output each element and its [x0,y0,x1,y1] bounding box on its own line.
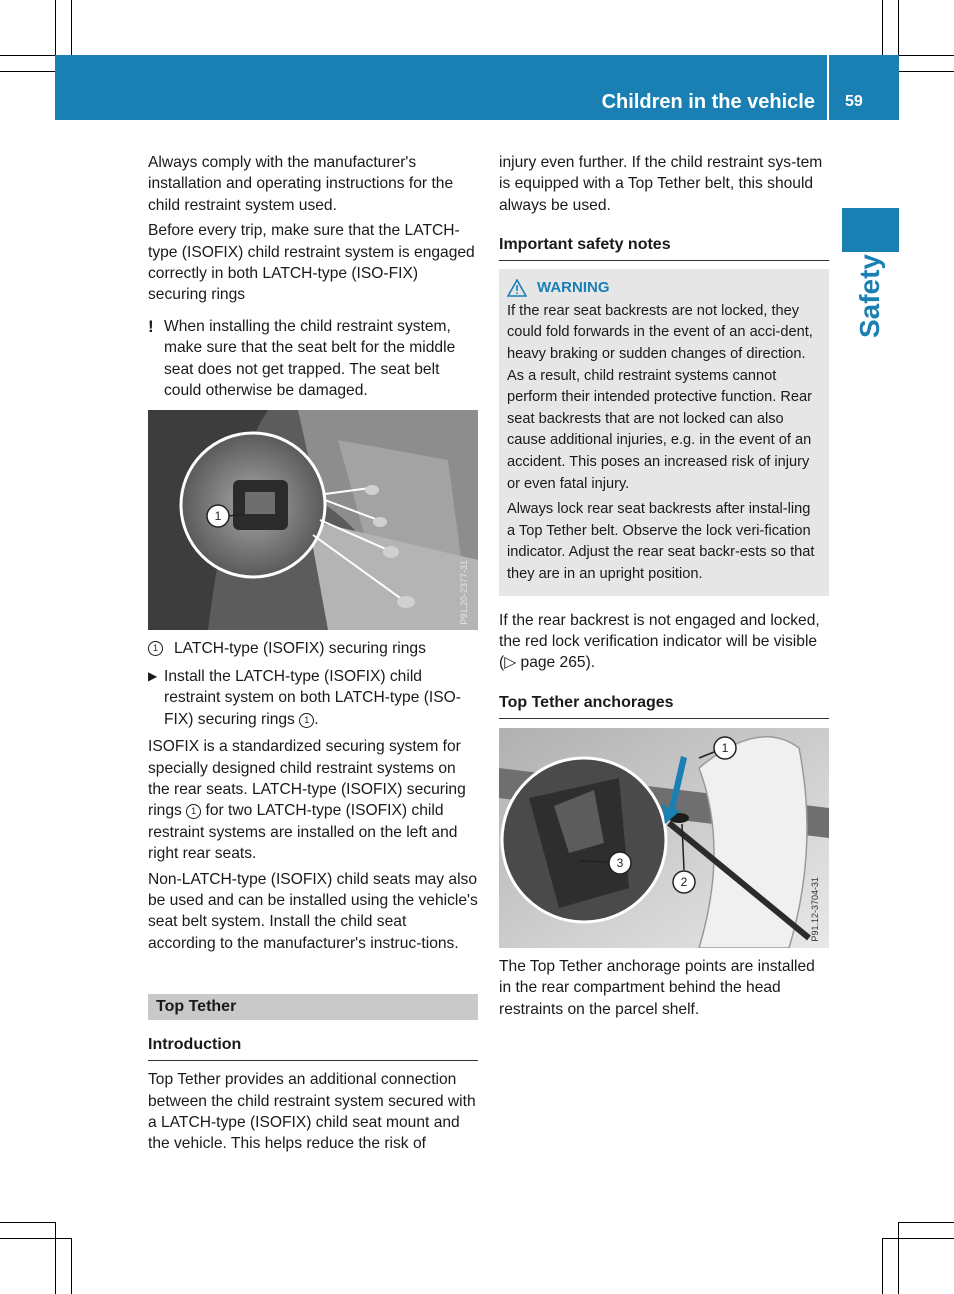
paragraph: Non-LATCH-type (ISOFIX) child seats may also be used and can be installed using the vehicle's seat belt system. Install the child seat according to the manufacturer's instruc-tions. [148,870,478,952]
callout-number: 1 [299,713,314,728]
callout-number: 1 [148,641,163,656]
top-tether-figure [499,728,829,948]
step-text-end: . [314,710,319,728]
header-divider [827,55,829,120]
subheading: Introduction [148,1034,478,1061]
note-text: When installing the child restraint system, make sure that the seat belt for the middle seat does not get trapped. The seat belt could otherwise be damaged. [164,317,456,400]
top-tether-illustration [499,728,829,948]
warning-text: If the rear seat backrests are not locked, they could fold forwards in the event of an acci-dent, heavy braking or sudden changes of direction. As a result, child restraint systems cannot perform their intended protective function. Rear seat backrests that are not locked can also cause additional injuries, e.g. in the event of an accident. This poses an increased risk of injury or even fatal injury. [507,302,813,492]
chapter-title: Children in the vehicle [601,91,815,113]
section-tab [842,208,899,252]
page-number: 59 [845,93,863,110]
crop-mark [882,1238,954,1239]
figure-code: P91.12-3704-31 [809,877,820,942]
crop-mark [882,1238,883,1294]
callout-3: 3 [616,855,624,870]
page-reference-link[interactable]: ▷ page 265 [504,654,586,672]
step-arrow-icon: ▶ [148,668,158,683]
crop-mark [55,0,56,55]
paragraph: Before every trip, make sure that the LATCH-type (ISOFIX) child restraint system is engaged correctly in both LATCH-type (ISO-FIX) securing rings [148,222,475,304]
isofix-illustration [148,410,478,630]
crop-mark [899,55,954,56]
crop-mark [898,1222,954,1223]
paragraph: Top Tether provides an additional connection between the child restraint system secured with a LATCH-type (ISOFIX) child seat mount and the vehicle. This helps reduce the risk of [148,1071,476,1153]
crop-mark [899,71,954,72]
figure-code: P91.20-2377-31 [458,559,469,625]
crop-mark [55,1222,56,1294]
subheading: Important safety notes [499,234,829,261]
page-header [55,55,899,120]
crop-mark [0,1222,55,1223]
callout-1: 1 [214,509,222,524]
left-column [148,152,478,1159]
legend-text: LATCH-type (ISOFIX) securing rings [174,640,426,658]
callout-2: 2 [680,874,688,889]
section-tab-label: Safety [854,253,885,339]
instruction-step [148,666,478,730]
exclamation-icon: ! [148,316,154,336]
right-column [499,152,829,1024]
crop-mark [0,55,55,56]
paragraph: Always comply with the manufacturer's installation and operating instructions for the child restraint system used. [148,154,454,214]
crop-mark [71,0,72,55]
warning-triangle-icon [507,279,527,297]
subheading: Top Tether anchorages [499,692,829,719]
callout-number: 1 [186,804,201,819]
crop-mark [0,71,55,72]
callout-1: 1 [721,740,729,755]
isofix-figure [148,410,478,630]
figure-legend [148,638,478,659]
step-text: Install the LATCH-type (ISOFIX) child restraint system on both LATCH-type (ISO-FIX) securing rings [164,667,461,728]
crop-mark [0,1238,71,1239]
warning-title: WARNING [537,279,610,297]
paragraph-text: ISOFIX is a standardized securing system for specially designed child restraint systems on the rear seats. LATCH-type (ISOFIX) securing rings [148,738,466,820]
damage-note [148,316,478,402]
crop-mark [898,1222,899,1294]
crop-mark [898,0,899,55]
warning-box [499,269,829,595]
crop-mark [882,0,883,55]
paragraph [499,610,829,674]
paragraph-text: for two LATCH-type (ISOFIX) child restraint systems are installed on the left and right rear seats. [148,802,458,863]
warning-text: Always lock rear seat backrests after instal-ling a Top Tether belt. Observe the lock veri-fication indicator. Adjust the rear seat backr-ests so that they are in an upright position. [507,501,815,582]
crop-mark [71,1238,72,1294]
paragraph-text: ). [585,654,596,672]
paragraph: The Top Tether anchorage points are installed in the rear compartment behind the head restraints on the parcel shelf. [499,957,815,1018]
paragraph-text: If the rear backrest is not engaged and locked, the red lock verification indicator will be visible ( [499,611,820,672]
section-heading: Top Tether [148,994,478,1020]
paragraph: injury even further. If the child restraint sys-tem is equipped with a Top Tether belt, this should always be used. [499,154,823,214]
warning-header [507,277,821,299]
paragraph [148,736,478,864]
